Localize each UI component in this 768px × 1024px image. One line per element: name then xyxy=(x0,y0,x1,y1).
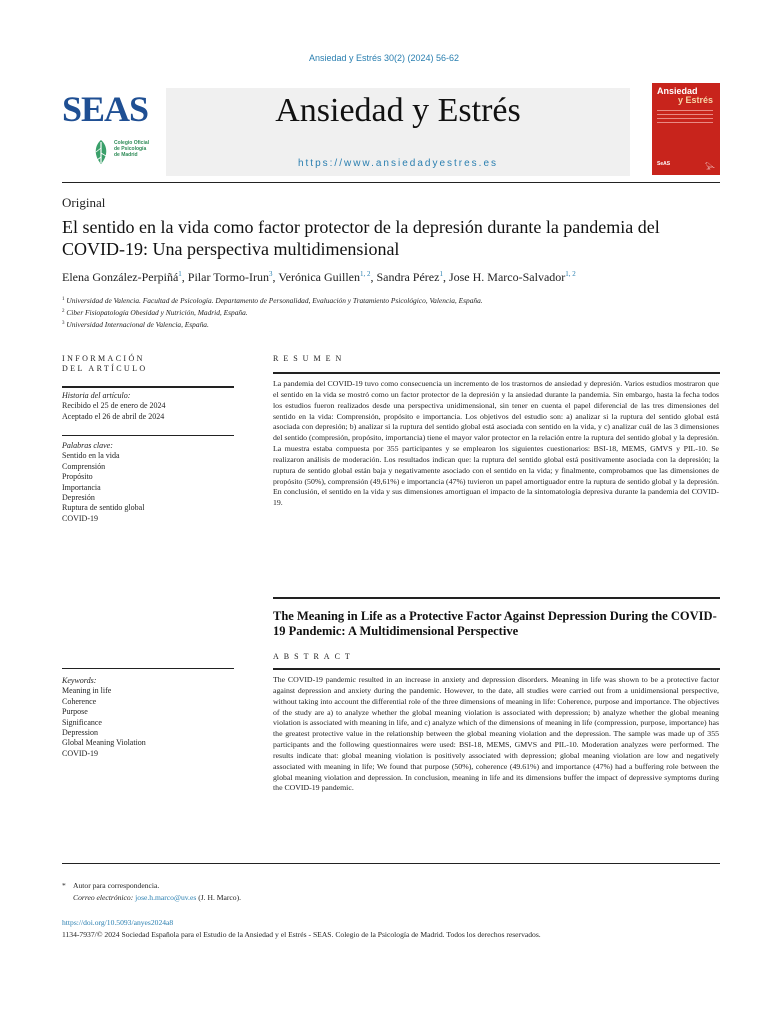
keyword-item: Sentido en la vida xyxy=(62,451,120,461)
copyright-notice: 1134-7937/© 2024 Sociedad Española para el Estudio de la Ansiedad y el Estrés - SEAS. Colegio de la Psicología de Madrid. Todos los derechos reservados. xyxy=(62,930,541,939)
resumen-column-rule xyxy=(273,372,720,374)
keyword-item: Importancia xyxy=(62,482,101,492)
accepted-date: Aceptado el 26 de abril de 2024 xyxy=(62,411,165,421)
journal-reference-link[interactable]: Ansiedad y Estrés 30(2) (2024) 56-62 xyxy=(308,53,460,63)
author-affiliation-ref[interactable]: 1 xyxy=(439,270,443,278)
affiliation-item: $^2$ Ciber Fisiopatología Obesidad y Nutrición, Madrid, España. xyxy=(62,308,248,317)
cover-bird-icon: 𓅪 xyxy=(704,164,715,174)
article-section-label: Original xyxy=(62,195,106,210)
resumen-text: La pandemia del COVID-19 tuvo como consecuencia un incremento de los trastornos de ansiedad y depresión. Varios estudios mostraron que el sentido en la vida se mostró como un factor protector de la depresión y la ansiedad durante la pandemia. Sin embargo, hasta la fecha todos los estudios fueron realizados desde una perspectiva unidimensional, sin tener en cuenta el papel diferencial de las tres dimensiones del sentido en la vida: Comprensión, propósito e importancia. Los objetivos del estudio son: a) analizar si la ruptura del sentido global está asociada con depresión; b) analizar si la ruptura del sentido global está asociada con sentido en la vida, y c) analizar cuál de las 3 dimensiones del sentido (compresión, propósito, importancia) tiene el mayor valor protector en la relación entre la ruptura del sentido global y la depresión. La muestra estaba compuesta por 355 participantes y se emplearon los siguientes cuestionarios: BSI-18, MEMS, GMVS y PIL-10. Se realizaron análisis de moderación. Los resultados indican que: la ruptura del sentido global está positivamente asociada con la depresión; la ruptura de sentido global están baja y negativamente asociado con el sentido en la vida; y finalmente, comprobamos que las dimensiones de propósito (50%), comprensión (49,61%) e importancia (47%) tuvieron un papel amortiguador entre la ruptura de sentido global y la depresión. En conclusión, el sentido en la vida y sus dimensiones amortiguan el impacto de la sintomatología depresiva durante la pandemia del COVID-19. xyxy=(273,379,719,508)
keywords-es xyxy=(62,441,234,524)
author-list: Elena González-Perpiñá$^1$, Pilar Tormo-Irun$^3$, Verónica Guillen$^{1, 2}$, Sandra Pérez$^1$, Jose H. Marco-Salvador$^{1, 2}$ xyxy=(62,270,576,284)
journal-cover-thumbnail xyxy=(652,83,720,175)
received-date: Recibido el 25 de enero de 2024 xyxy=(62,401,166,411)
history-divider xyxy=(62,435,234,436)
journal-title: Ansiedad y Estrés xyxy=(275,92,521,129)
cover-title-line-1: Ansiedad xyxy=(657,86,698,96)
abstract-text: The COVID-19 pandemic resulted in an increase in anxiety and depression disorders. Meaning in life was shown to be a protective factor against depression and anxiety during the pandemic. However, to the date, all studies were carried out from a unidimensional perspective, without taking into account the differential role of the three dimensions of meaning in life: Coherence, purpose and importance. The objectives of the study are a) to analyze whether the global meaning violation is associated with depression; b) analyze whether the global meaning violation is associated with meaning in life, and c) analyze which of the dimensions of meaning in life (compression, purpose, importance) has the greatest protective value in the relationship between the global meaning violation and the depression. The sample was made up of 355 participants and the following questionnaires were used: BSI-18, MEMS, GMVS and PIL-10. Moderation analyzes were performed. The results indicate that: global meaning violation is positively associated with depression; global meaning violation are low and negatively associated with meaning in life; We found that purpose (50%), coherence (49.61%) and importance (47%) had a buffering role between the global meaning violation and depression. In conclusion, meaning in life and its dimensions buffer the impact of depressive symptoms during the COVID-19 pandemic. xyxy=(273,675,719,793)
abstract-rule xyxy=(273,668,720,670)
cover-title-line-2: y Estrés xyxy=(678,95,714,105)
cover-publisher-mark: SeAS xyxy=(657,161,671,167)
colegio-line-3: de Madrid xyxy=(114,152,138,158)
abstract-heading: ABSTRACT xyxy=(273,652,355,661)
english-section-rule xyxy=(273,597,720,599)
cover-text-lines xyxy=(657,110,713,140)
keyword-item: COVID-19 xyxy=(62,513,98,523)
keyword-item: Global Meaning Violation xyxy=(62,738,146,748)
correspondence-label: Autor para correspondencia. xyxy=(73,881,160,890)
colegio-line-1: Colegio Oficial xyxy=(114,140,150,146)
colegio-leaf-icon xyxy=(90,138,112,166)
keywords-en-rule xyxy=(62,668,234,669)
keyword-item: Coherence xyxy=(62,696,97,706)
journal-masthead xyxy=(62,88,640,176)
journal-title-band xyxy=(166,88,630,176)
keyword-item: Significance xyxy=(62,717,102,727)
author-name: Pilar Tormo-Irun xyxy=(187,270,270,284)
article-history xyxy=(62,391,234,422)
author-name: Sandra Pérez xyxy=(376,270,440,284)
keywords-en xyxy=(62,676,234,759)
seas-logo-text: SEAS xyxy=(62,89,149,129)
keyword-item: Depresión xyxy=(62,493,95,503)
keywords-es-label: Palabras clave: xyxy=(62,441,113,450)
keyword-item: Depression xyxy=(62,728,98,738)
keyword-item: Comprensión xyxy=(62,461,106,471)
author-affiliation-ref[interactable]: 1, 2 xyxy=(359,270,371,278)
keyword-item: Meaning in life xyxy=(62,686,112,696)
affiliation-list xyxy=(62,294,722,330)
affiliation-item: $^1$ Universidad de Valencia. Facultad de Psicología. Departamento de Personalidad, Evaluación y Tratamiento Psicológico, Valencia, España. xyxy=(62,296,483,305)
email-label: Correo electrónico: xyxy=(73,893,134,902)
correspondence-footnote xyxy=(62,880,722,904)
journal-url-link[interactable]: https://www.ansiedadyestres.es xyxy=(297,158,499,169)
keyword-item: Propósito xyxy=(62,472,93,482)
author-affiliation-ref[interactable]: 1, 2 xyxy=(565,270,576,278)
english-title: The Meaning in Life as a Protective Factor Against Depression During the COVID-19 Pandemic: A Multidimensional Perspective xyxy=(273,609,717,638)
resumen-heading: RESUMEN xyxy=(273,354,347,363)
footer-divider xyxy=(62,863,720,864)
email-link[interactable]: jose.h.marco@uv.es xyxy=(135,893,197,902)
seas-logo xyxy=(62,88,158,176)
keywords-en-label: Keywords: xyxy=(62,676,97,685)
masthead-divider xyxy=(62,182,720,183)
affiliation-item: $^3$ Universidad Internacional de Valencia, España. xyxy=(62,320,209,329)
author-name: Verónica Guillen xyxy=(278,270,360,284)
keyword-item: Ruptura de sentido global xyxy=(62,503,145,513)
keyword-item: COVID-19 xyxy=(62,748,98,758)
article-title: El sentido en la vida como factor protector de la depresión durante la pandemia del COVID-19: Una perspectiva multidimensional xyxy=(62,217,660,259)
author-affiliation-ref[interactable]: 1 xyxy=(178,270,182,278)
doi-link[interactable]: https://doi.org/10.5093/anyes2024a8 xyxy=(62,918,174,927)
correspondence-email-line xyxy=(62,892,722,904)
author-name: Elena González-Perpiñá xyxy=(62,270,179,284)
keyword-item: Purpose xyxy=(62,707,88,717)
colegio-line-2: de Psicología xyxy=(114,146,147,152)
footnote-mark: * xyxy=(62,881,66,890)
author-affiliation-ref[interactable]: 3 xyxy=(269,270,273,278)
author-name: Jose H. Marco-Salvador xyxy=(448,270,566,284)
article-info-heading: INFORMACIÓN DEL ARTÍCULO xyxy=(62,354,148,373)
history-label: Historia del artículo: xyxy=(62,391,131,400)
email-person: (J. H. Marco). xyxy=(198,893,241,902)
info-column-rule xyxy=(62,386,234,388)
